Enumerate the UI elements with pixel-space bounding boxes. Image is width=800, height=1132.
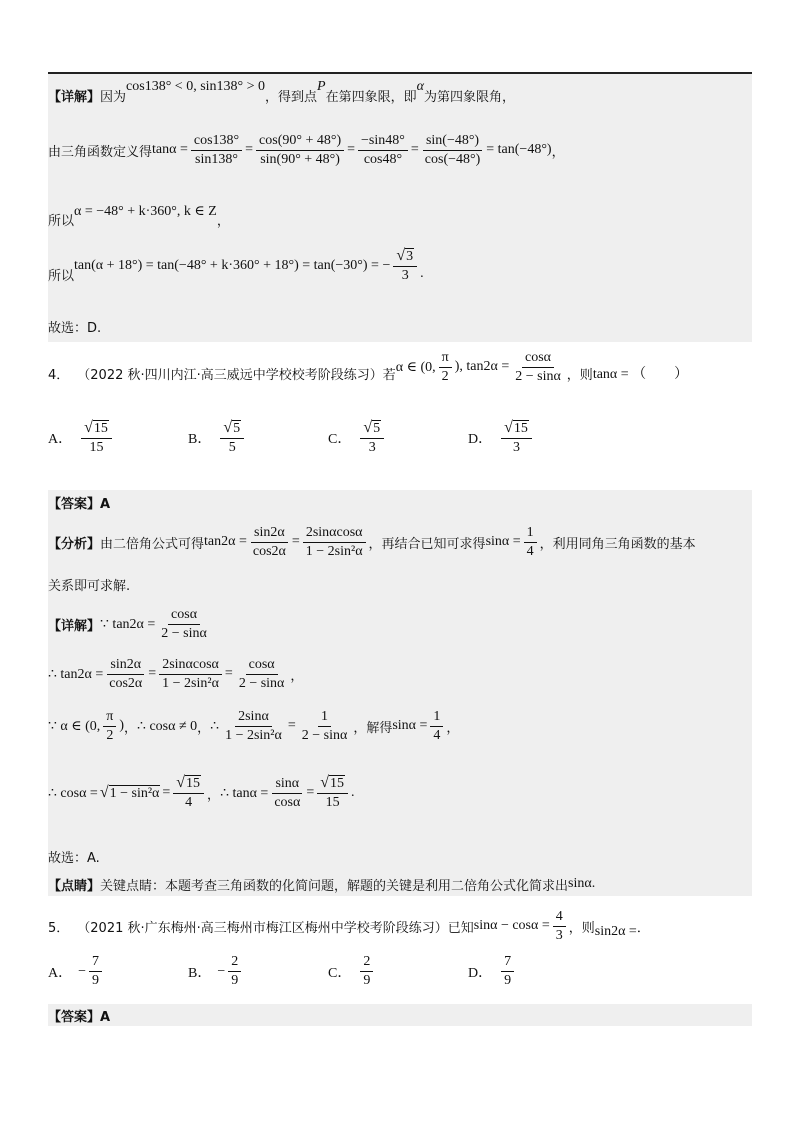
definition-line: 由三角函数定义得 tanα = $\frac{\cos 138^\circ}{\sin 138^\circ}$ = $\frac{\cos(90^\circ + 48^\circ)}{\sin(90^\circ + 48^\circ)}$ = $\frac{-\sin 48^\circ}{\cos 48^\circ}$ = $\frac{\sin(-48^\circ)}{\cos(-48^\circ)}$ = tan(−48°) ， (48, 132, 565, 167)
analysis-line-2: 关系即可求解. (48, 578, 131, 594)
detail4-line-4: ∴ cosα = √ 1 − sin²α = √ 15 4 ， ∴ tanα = $\frac{\sin\alpha}{\cos\alpha}$ = √ 15 15 . (48, 774, 355, 810)
option-b[interactable]: B． √ 5 5 (188, 420, 247, 456)
so-line-2: 所以 tan(α + 18°) = tan(−48° + k·360° + 18°) = tan(−30°) = − √ 3 3 . (48, 247, 424, 284)
option-c[interactable]: C． $\frac{2}{9}$ (328, 954, 376, 989)
analysis-line: 【分析】 由二倍角公式可得 tan2α = $\frac{\sin 2\alpha}{\cos 2\alpha}$ = $\frac{2\sin\alpha\cos\alpha}{\text{1 − 2sin²α}}$ ，再结合已知可求得 sinα = $\frac{1}{4}$ ，利用同角三角函数的基本 (48, 524, 696, 559)
question-number: 4． (48, 367, 70, 383)
question-4: 4． （2022 秋·四川内江·高三威远中学校校考阶段练习）若 α ∈ (0, $\frac{\pi}{2}$ ), tan2α = $\frac{\cos\alpha}{2 - \sin\alpha}$ ，则 tanα = （ ） (48, 349, 689, 384)
key-point: 【点睛】 关键点睛：本题考查三角函数的化简问题，解题的关键是利用二倍角公式化简求出 sinα . (48, 876, 596, 894)
cond-math: cos138° < 0, sin138° > 0 (126, 79, 266, 94)
option-c[interactable]: C． √ 5 3 (328, 420, 387, 456)
answer-5-block (48, 1004, 752, 1026)
answer-choice-3: 故选：D. (48, 320, 102, 336)
option-d[interactable]: D． $\frac{7}{9}$ (468, 954, 517, 989)
detail4-line-1: 【详解】 ∵ tan2α = $\frac{\cos\alpha}{2 - \sin\alpha}$ (48, 606, 207, 641)
answer-5: 【答案】A (48, 1009, 111, 1025)
answer-4: 【答案】A (48, 496, 111, 512)
detail-line-1: 【详解】 因为 cos138° < 0, sin138° > 0 ，得到点 P 在第四象限，即 α 为第四象限角， (48, 79, 515, 105)
detail-tag: 【详解】 (48, 89, 101, 105)
so-line-1: 所以 α = −48° + k·360°, k ∈ Z ， (48, 203, 230, 229)
detail4-line-3: ∵ α ∈ (0, $\frac{\pi}{2}$ ) ， ∴ cosα ≠ 0 ， ∴ $\frac{2\sin\alpha}{\text{1 − 2sin²α}}$ = $\frac{1}{2 - \sin\alpha}$ ，解得 sinα = $\frac{1}{4}$ ， (48, 708, 460, 743)
option-b[interactable]: B． − $\frac{2}{9}$ (188, 954, 244, 989)
option-a[interactable]: A． √ 15 15 (48, 420, 115, 456)
option-d[interactable]: D． √ 15 3 (468, 420, 535, 456)
question-5: 5． （2021 秋·广东梅州·高三梅州市梅江区梅州中学校考阶段练习）已知 sinα − cosα = $\frac{4}{3}$ ，则 sin2α = ． (48, 908, 650, 943)
question-number: 5． (48, 920, 70, 936)
detail4-line-2: ∴ tan2α = $\frac{\sin 2\alpha}{\cos 2\alpha}$ = $\frac{2\sin\alpha\cos\alpha}{\text{1 − 2sin²α}}$ = $\frac{\cos\alpha}{2 - \sin\alpha}$ ， (48, 656, 304, 691)
answer-choice-4: 故选：A. (48, 850, 100, 866)
option-a[interactable]: A． − $\frac{7}{9}$ (48, 954, 105, 989)
